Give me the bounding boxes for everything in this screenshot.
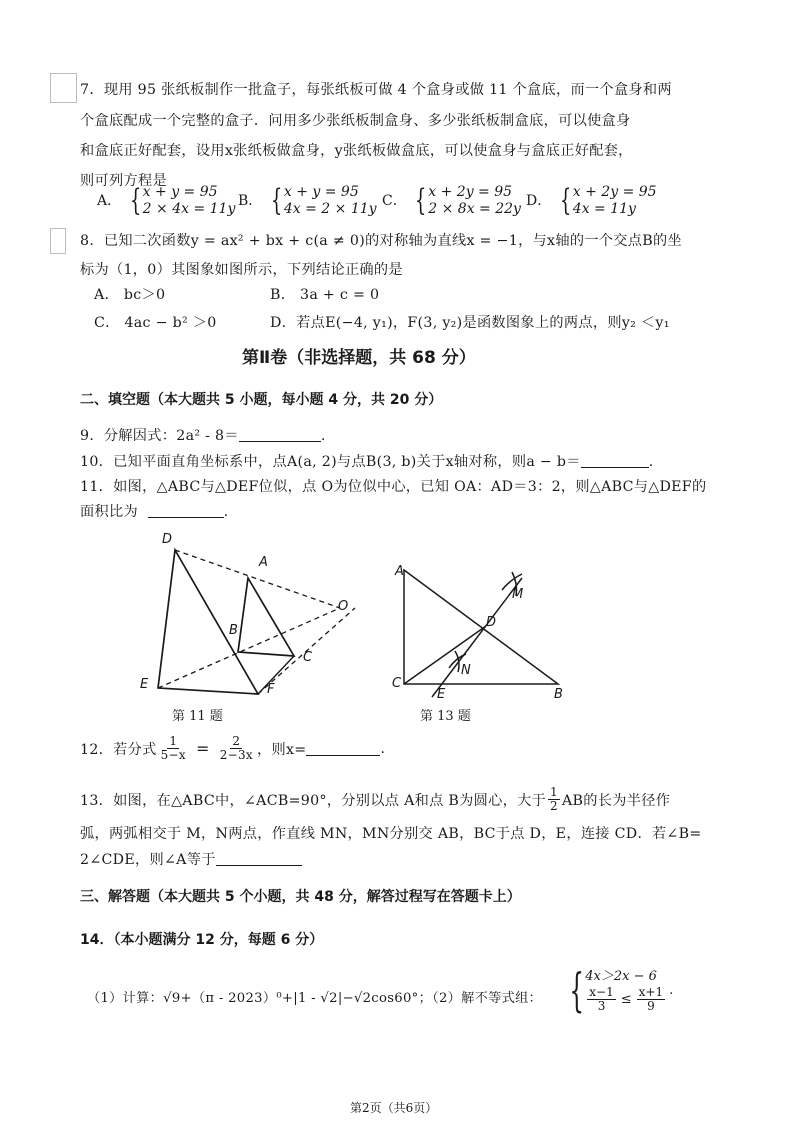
q12-answer-blank[interactable] <box>306 741 380 756</box>
fig13-label-b: B <box>554 687 563 702</box>
fig11-label-a: A <box>259 555 268 570</box>
figure-13-diagram <box>380 555 580 705</box>
q9: 9．分解因式：2a² - 8＝ . <box>80 428 326 444</box>
fig11-label-b: B <box>229 623 238 638</box>
segment-cd <box>404 626 486 684</box>
q13-line1: 13．如图，在△ABC中，∠ACB=90°，分别以点 A和点 B为圆心，大于 $\frac{1}{2}$ AB的长为半径作 <box>80 785 671 813</box>
q13-line2: 弧，两弧相交于 M，N两点，作直线 MN，MN分别交 AB，BC于点 D，E，连接 CD．若∠B= <box>80 826 702 842</box>
q10-answer-blank[interactable] <box>581 453 649 468</box>
fig11-label-d: D <box>162 532 173 547</box>
fig13-label-d: D <box>486 615 497 630</box>
q8-text-1: 已知二次函数y = ax² + bx + c(a ≠ 0)的对称轴为直线x = −1，与x轴的一个交点B的坐 <box>103 233 682 249</box>
fig13-label-m: M <box>512 587 524 602</box>
q11-answer-blank[interactable] <box>148 503 224 518</box>
q7-option-d[interactable]: D． { x + 2y = 95 4x = 11y <box>526 183 657 218</box>
q8-line1 <box>80 230 682 250</box>
fig11-label-c: C <box>303 650 313 665</box>
q9-text: 9．分解因式：2a² - 8＝ <box>80 428 239 444</box>
fig13-label-c: C <box>392 676 402 691</box>
q7-option-c[interactable]: C． { x + 2y = 95 2 × 8x = 22y <box>382 183 521 218</box>
q12: 12．若分式 $\frac{1}{5-x}$ = $\frac{2}{2-3x}$ ，则x= . <box>80 734 386 762</box>
fig13-label-n: N <box>461 663 471 678</box>
triangle-abc <box>238 578 294 656</box>
q11-line2: 面积比为 . <box>80 504 229 520</box>
triangle-def <box>158 550 258 694</box>
q7-line4: 则可列方程是 <box>80 173 167 189</box>
q8-line2: 标为（1，0）其图象如图所示，下列结论正确的是 <box>80 262 403 278</box>
figure-13-caption: 第 13 题 <box>420 709 471 724</box>
fig11-label-e: E <box>140 677 149 692</box>
q7-text-1: 现用 95 张纸板制作一批盒子，每张纸板可做 4 个盒身或做 11 个盒底，而一个盒身和两 <box>103 82 672 98</box>
q8-option-c[interactable]: C． 4ac − b² ＞0 <box>94 315 217 331</box>
ray-od <box>175 550 340 608</box>
ray-oe <box>158 608 340 688</box>
page-footer: 第2页（共6页） <box>350 1101 438 1115</box>
part2-title: 第Ⅱ卷（非选择题，共 68 分） <box>242 348 476 368</box>
fig13-label-e: E <box>437 687 446 702</box>
fig13-label-a: A <box>395 564 404 579</box>
q7-line2: 个盒底配成一个完整的盒子．问用多少张纸板制盒身、多少张纸板制盒底，可以使盒身 <box>80 113 631 129</box>
q7-answer-box[interactable] <box>50 73 77 103</box>
line-mn <box>432 578 522 697</box>
section3-heading: 三、解答题（本大题共 5 个小题，共 48 分，解答过程写在答题卡上） <box>80 889 521 905</box>
q8-option-a[interactable]: A． bc＞0 <box>94 287 166 303</box>
q13-answer-blank[interactable] <box>216 851 302 866</box>
q12-fraction-2: $\frac{2}{2-3x}$ <box>219 734 253 762</box>
q7-number: 7． <box>80 82 104 98</box>
q14-title: 14．（本小题满分 12 分，每题 6 分） <box>80 932 324 948</box>
fig11-label-f: F <box>267 682 275 697</box>
q13-fraction-half: $\frac{1}{2}$ <box>550 785 558 813</box>
q11-line1: 11．如图，△ABC与△DEF位似，点 O为位似中心，已知 OA：AD＝3：2，则△ABC与△DEF的 <box>80 479 707 495</box>
q7-option-a[interactable]: A． { x + y = 95 2 × 4x = 11y <box>97 183 236 218</box>
section2-heading: 二、填空题（本大题共 5 小题，每小题 4 分，共 20 分） <box>80 392 443 408</box>
fig11-label-o: O <box>338 599 349 614</box>
q14-inequality-system: { 4x＞2x − 6 $\frac{x-1}{3}$ ≤ $\frac{x+1}{9}$ . <box>569 963 674 1017</box>
q8-option-b[interactable]: B． 3a + c = 0 <box>270 287 380 303</box>
q14-part1: （1）计算：√9+（π - 2023）⁰+|1 - √2|−√2cos60°；（2）解不等式组： <box>87 991 543 1006</box>
q7-line1 <box>80 79 672 99</box>
q13-line3: 2∠CDE，则∠A等于 <box>80 849 302 869</box>
q9-answer-blank[interactable] <box>239 427 321 442</box>
q10-text: 10．已知平面直角坐标系中，点A(a, 2)与点B(3, b)关于x轴对称，则a − b＝ <box>80 454 581 470</box>
q8-number: 8． <box>80 233 104 249</box>
figure-11-caption: 第 11 题 <box>172 709 223 724</box>
q8-answer-box[interactable] <box>50 228 66 254</box>
q10: 10．已知平面直角坐标系中，点A(a, 2)与点B(3, b)关于x轴对称，则a − b＝ . <box>80 454 654 470</box>
q7-line3: 和盒底正好配套，设用x张纸板做盒身，y张纸板做盒底，可以使盒身与盒底正好配套， <box>80 143 633 159</box>
q8-option-d[interactable]: D．若点E(−4, y₁)，F(3, y₂)是函数图象上的两点，则y₂ ＜y₁ <box>270 315 670 331</box>
figure-11-diagram <box>130 525 370 715</box>
q12-fraction-1: $\frac{1}{5-x}$ <box>160 734 186 762</box>
q7-option-b[interactable]: B． { x + y = 95 4x = 2 × 11y <box>238 183 377 218</box>
